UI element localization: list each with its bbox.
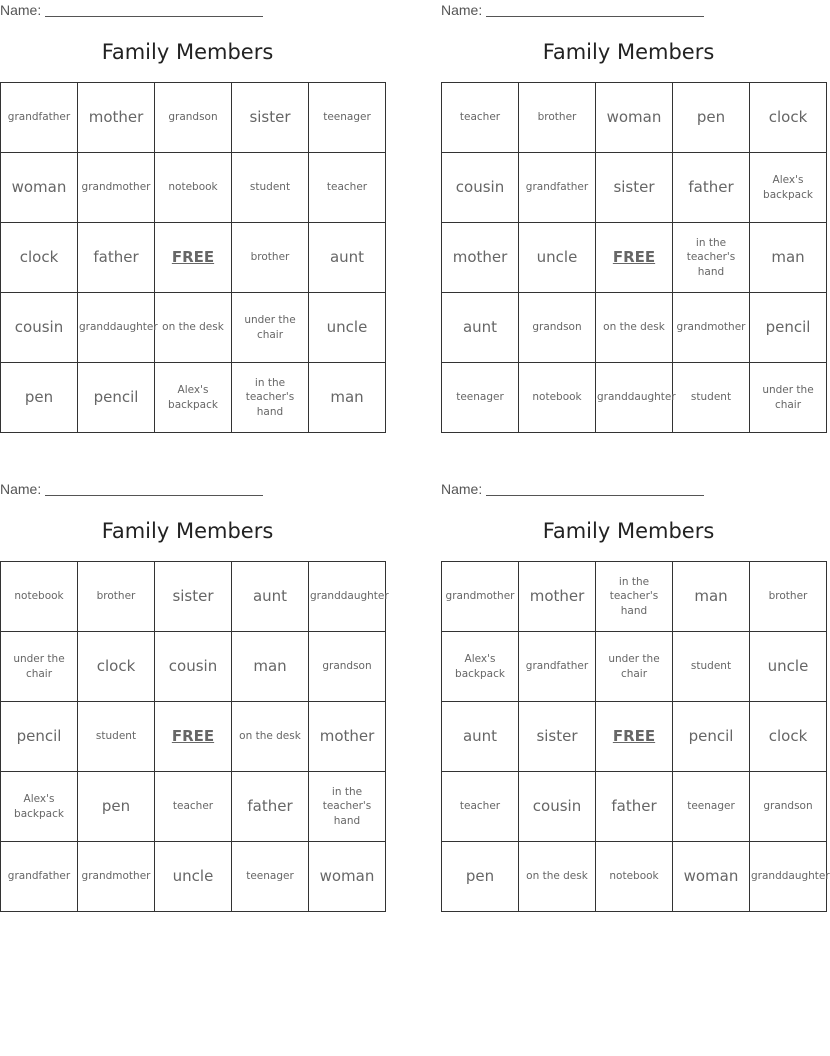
bingo-cell[interactable]: clock (750, 83, 827, 153)
free-space-cell[interactable]: FREE (155, 223, 232, 293)
bingo-cell[interactable]: grandmother (78, 153, 155, 223)
bingo-cell[interactable]: teenager (309, 83, 386, 153)
bingo-cell[interactable]: man (232, 632, 309, 702)
grid-row (442, 562, 827, 632)
bingo-cell[interactable]: Alex's backpack (1, 772, 78, 842)
bingo-cell[interactable]: grandmother (78, 842, 155, 912)
bingo-cell[interactable]: on the desk (596, 293, 673, 363)
name-blank-line[interactable] (486, 4, 704, 17)
bingo-cell[interactable]: grandmother (442, 562, 519, 632)
bingo-cell[interactable]: man (750, 223, 827, 293)
bingo-cell[interactable]: pen (442, 842, 519, 912)
bingo-cell[interactable]: pen (673, 83, 750, 153)
bingo-cell[interactable]: uncle (750, 632, 827, 702)
grid-row (442, 153, 827, 223)
bingo-cell[interactable]: mother (309, 702, 386, 772)
bingo-cell[interactable]: grandfather (519, 153, 596, 223)
bingo-cell[interactable]: pencil (750, 293, 827, 363)
bingo-cell[interactable]: in the teacher's hand (232, 363, 309, 433)
name-label: Name: (0, 481, 42, 497)
grid-row (1, 223, 386, 293)
bingo-cell[interactable]: uncle (155, 842, 232, 912)
bingo-cell[interactable]: grandfather (1, 842, 78, 912)
free-space-cell[interactable]: FREE (155, 702, 232, 772)
bingo-grid (0, 561, 389, 912)
bingo-cell[interactable]: grandson (155, 83, 232, 153)
bingo-cell[interactable]: clock (750, 702, 827, 772)
bingo-cell[interactable]: notebook (1, 562, 78, 632)
grid-row (1, 702, 386, 772)
bingo-cell[interactable]: mother (78, 83, 155, 153)
bingo-cell[interactable]: brother (750, 562, 827, 632)
bingo-cell[interactable]: cousin (1, 293, 78, 363)
card-title: Family Members (542, 40, 715, 64)
bingo-cell[interactable]: in the teacher's hand (673, 223, 750, 293)
name-field[interactable] (0, 2, 263, 18)
bingo-cell[interactable]: teenager (673, 772, 750, 842)
free-space-cell[interactable]: FREE (596, 702, 673, 772)
bingo-cell[interactable]: aunt (442, 293, 519, 363)
grid-row (442, 83, 827, 153)
bingo-cell[interactable]: woman (673, 842, 750, 912)
bingo-cell[interactable]: teacher (155, 772, 232, 842)
bingo-cell[interactable]: sister (232, 83, 309, 153)
bingo-cell[interactable]: teacher (309, 153, 386, 223)
free-space-cell[interactable]: FREE (596, 223, 673, 293)
bingo-cell[interactable]: brother (78, 562, 155, 632)
bingo-cell[interactable]: father (596, 772, 673, 842)
bingo-cell[interactable]: woman (596, 83, 673, 153)
bingo-cell[interactable]: under the chair (232, 293, 309, 363)
bingo-cell[interactable]: student (78, 702, 155, 772)
name-label: Name: (441, 481, 483, 497)
bingo-grid (0, 82, 386, 433)
grid-row (1, 772, 386, 842)
bingo-cell[interactable]: pen (1, 363, 78, 433)
bingo-cell[interactable]: student (673, 363, 750, 433)
bingo-grid (441, 561, 830, 912)
bingo-cell[interactable]: mother (442, 223, 519, 293)
bingo-cell[interactable]: notebook (155, 153, 232, 223)
bingo-cell[interactable]: student (673, 632, 750, 702)
bingo-cell[interactable]: on the desk (232, 702, 309, 772)
bingo-cell[interactable]: notebook (596, 842, 673, 912)
name-blank-line[interactable] (45, 4, 263, 17)
bingo-cell[interactable]: under the chair (1, 632, 78, 702)
grid-row (442, 223, 827, 293)
name-label: Name: (0, 2, 42, 18)
bingo-cell[interactable]: aunt (309, 223, 386, 293)
bingo-cell[interactable]: teenager (442, 363, 519, 433)
bingo-cell[interactable]: Alex's backpack (750, 153, 827, 223)
bingo-cell[interactable]: teacher (442, 83, 519, 153)
bingo-cell[interactable]: Alex's backpack (155, 363, 232, 433)
card-title: Family Members (101, 40, 274, 64)
bingo-cell[interactable]: father (78, 223, 155, 293)
bingo-cell[interactable]: grandmother (673, 293, 750, 363)
card-title: Family Members (542, 519, 715, 543)
bingo-cell[interactable]: teacher (442, 772, 519, 842)
bingo-cell[interactable]: on the desk (155, 293, 232, 363)
bingo-cell[interactable]: pencil (78, 363, 155, 433)
bingo-cell[interactable]: granddaughter (596, 363, 673, 433)
bingo-cell[interactable]: grandson (309, 632, 386, 702)
bingo-cell[interactable]: man (673, 562, 750, 632)
name-blank-line[interactable] (486, 483, 704, 496)
bingo-cell[interactable]: clock (1, 223, 78, 293)
grid-row (1, 363, 386, 433)
name-field[interactable] (441, 481, 704, 497)
bingo-cell[interactable]: father (673, 153, 750, 223)
grid-row (442, 363, 827, 433)
grid-row (442, 772, 827, 842)
bingo-cell[interactable]: clock (78, 632, 155, 702)
bingo-cell[interactable]: Alex's backpack (442, 632, 519, 702)
bingo-cell[interactable]: cousin (519, 772, 596, 842)
name-blank-line[interactable] (45, 483, 263, 496)
bingo-cell[interactable]: cousin (155, 632, 232, 702)
grid-row (1, 632, 386, 702)
bingo-cell[interactable]: on the desk (519, 842, 596, 912)
bingo-cell[interactable]: notebook (519, 363, 596, 433)
bingo-cell[interactable]: grandfather (519, 632, 596, 702)
bingo-cell[interactable]: grandson (750, 772, 827, 842)
grid-row (442, 702, 827, 772)
grid-row (442, 842, 827, 912)
name-label: Name: (441, 2, 483, 18)
bingo-cell[interactable]: in the teacher's hand (596, 562, 673, 632)
bingo-cell[interactable]: in the teacher's hand (309, 772, 386, 842)
bingo-cell[interactable]: granddaughter (750, 842, 827, 912)
bingo-cell[interactable]: teenager (232, 842, 309, 912)
bingo-cell[interactable]: man (309, 363, 386, 433)
bingo-cell[interactable]: pencil (673, 702, 750, 772)
grid-row (1, 842, 386, 912)
grid-row (1, 83, 386, 153)
bingo-cell[interactable]: sister (155, 562, 232, 632)
bingo-cell[interactable]: mother (519, 562, 596, 632)
bingo-cell[interactable]: granddaughter (78, 293, 155, 363)
bingo-cell[interactable]: aunt (232, 562, 309, 632)
bingo-grid (441, 82, 827, 433)
bingo-cell[interactable]: brother (232, 223, 309, 293)
bingo-cell[interactable]: woman (309, 842, 386, 912)
bingo-cell[interactable]: father (232, 772, 309, 842)
bingo-cell[interactable]: sister (519, 702, 596, 772)
grid-row (1, 562, 386, 632)
bingo-cell[interactable]: under the chair (750, 363, 827, 433)
grid-row (442, 293, 827, 363)
grid-row (1, 293, 386, 363)
card-title: Family Members (101, 519, 274, 543)
bingo-cell[interactable]: brother (519, 83, 596, 153)
bingo-cell[interactable]: grandson (519, 293, 596, 363)
bingo-cell[interactable]: student (232, 153, 309, 223)
bingo-cell[interactable]: uncle (519, 223, 596, 293)
bingo-cell[interactable]: pencil (1, 702, 78, 772)
bingo-cell[interactable]: woman (1, 153, 78, 223)
grid-row (1, 153, 386, 223)
name-field[interactable] (441, 2, 704, 18)
bingo-cell[interactable]: cousin (442, 153, 519, 223)
bingo-cell[interactable]: under the chair (596, 632, 673, 702)
bingo-cell[interactable]: grandfather (1, 83, 78, 153)
bingo-cell[interactable]: sister (596, 153, 673, 223)
bingo-cell[interactable]: pen (78, 772, 155, 842)
bingo-cell[interactable]: aunt (442, 702, 519, 772)
name-field[interactable] (0, 481, 263, 497)
grid-row (442, 632, 827, 702)
bingo-cell[interactable]: uncle (309, 293, 386, 363)
bingo-cell[interactable]: granddaughter (309, 562, 386, 632)
